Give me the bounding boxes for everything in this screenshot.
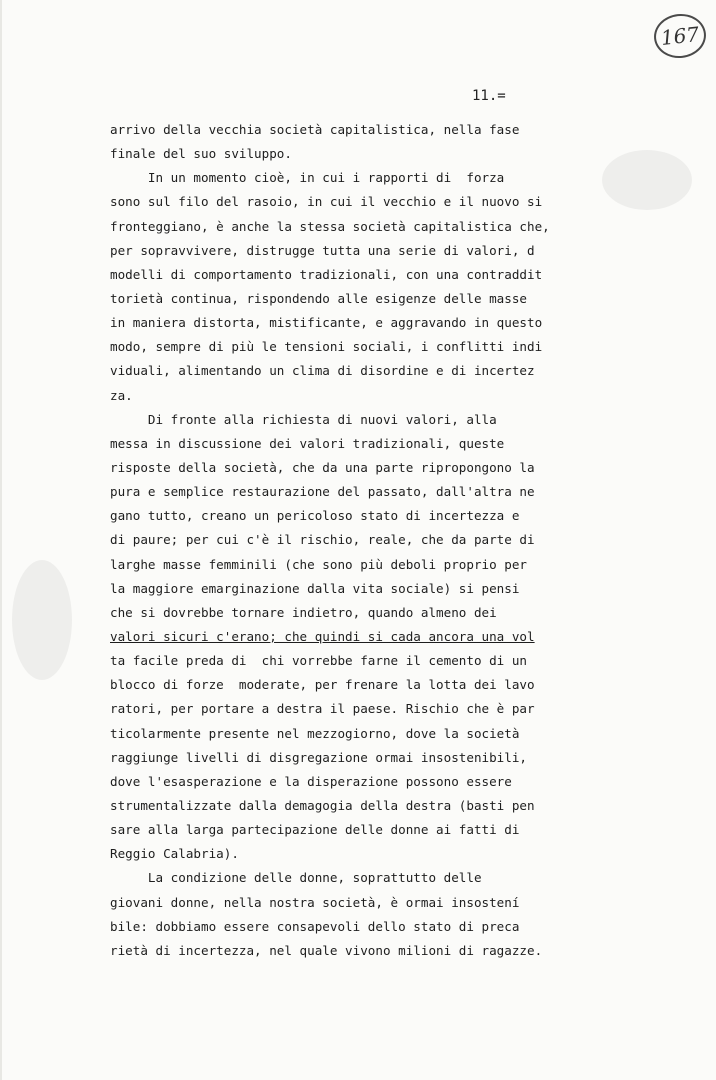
scan-smudge	[12, 560, 72, 680]
scan-smudge	[602, 150, 692, 210]
text-line: gano tutto, creano un pericoloso stato di incertezza e	[110, 508, 520, 524]
text-line: finale del suo sviluppo.	[110, 146, 292, 162]
text-line: torietà continua, rispondendo alle esigenze delle masse	[110, 290, 528, 306]
text-line: modo, sempre di più le tensioni sociali, i conflitti indi	[110, 339, 543, 355]
text-line: sare alla larga partecipazione delle donne ai fatti di	[110, 822, 520, 838]
text-line: Reggio Calabria).	[110, 846, 239, 862]
text-line: rietà di incertezza, nel quale vivono milioni di ragazze.	[110, 942, 543, 958]
text-line: di paure; per cui c'è il rischio, reale, che da parte di	[110, 532, 535, 548]
text-line: In un momento cioè, in cui i rapporti di forza	[110, 170, 505, 186]
text-line: modelli di comportamento tradizionali, con una contraddit	[110, 266, 543, 282]
text-line: viduali, alimentando un clima di disordine e di incertez	[110, 363, 535, 379]
text-line: Di fronte alla richiesta di nuovi valori, alla	[110, 411, 497, 427]
text-line: risposte della società, che da una parte ripropongono la	[110, 459, 535, 475]
text-line: in maniera distorta, mistificante, e aggravando in questo	[110, 315, 543, 331]
text-line: pura e semplice restaurazione del passato, dall'altra ne	[110, 484, 535, 500]
text-line: dove l'esasperazione e la disperazione possono essere	[110, 773, 512, 789]
text-line-underlined: valori sicuri c'erano; che quindi si cada ancora una vol	[110, 628, 535, 644]
text-line: blocco di forze moderate, per frenare la lotta dei lavo	[110, 677, 535, 693]
text-line: fronteggiano, è anche la stessa società capitalistica che,	[110, 218, 550, 234]
text-line: messa in discussione dei valori tradizionali, queste	[110, 435, 505, 451]
text-line: giovani donne, nella nostra società, è ormai insostení	[110, 894, 520, 910]
text-line: arrivo della vecchia società capitalistica, nella fase	[110, 122, 520, 137]
text-line: per sopravvivere, distrugge tutta una serie di valori, d	[110, 242, 535, 258]
text-line: bile: dobbiamo essere consapevoli dello stato di preca	[110, 918, 520, 934]
text-line: strumentalizzate dalla demagogia della destra (basti pen	[110, 797, 535, 813]
text-line: za.	[110, 387, 133, 403]
text-line: ta facile preda di chi vorrebbe farne il cemento di un	[110, 653, 528, 669]
page-number: 11.=	[472, 88, 506, 104]
text-line: larghe masse femminili (che sono più deboli proprio per	[110, 556, 528, 572]
text-line: raggiunge livelli di disgregazione ormai insostenibili,	[110, 749, 528, 765]
text-line: la maggiore emarginazione dalla vita sociale) si pensi	[110, 580, 520, 596]
text-line: ticolarmente presente nel mezzogiorno, dove la società	[110, 725, 520, 741]
text-line: ratori, per portare a destra il paese. Rischio che è par	[110, 701, 535, 717]
text-line: sono sul filo del rasoio, in cui il vecchio e il nuovo si	[110, 194, 543, 210]
archive-page-stamp: 167	[652, 11, 708, 60]
text-line: che si dovrebbe tornare indietro, quando almeno dei	[110, 604, 497, 620]
text-line: La condizione delle donne, soprattutto delle	[110, 870, 482, 886]
typewritten-body	[110, 118, 590, 963]
